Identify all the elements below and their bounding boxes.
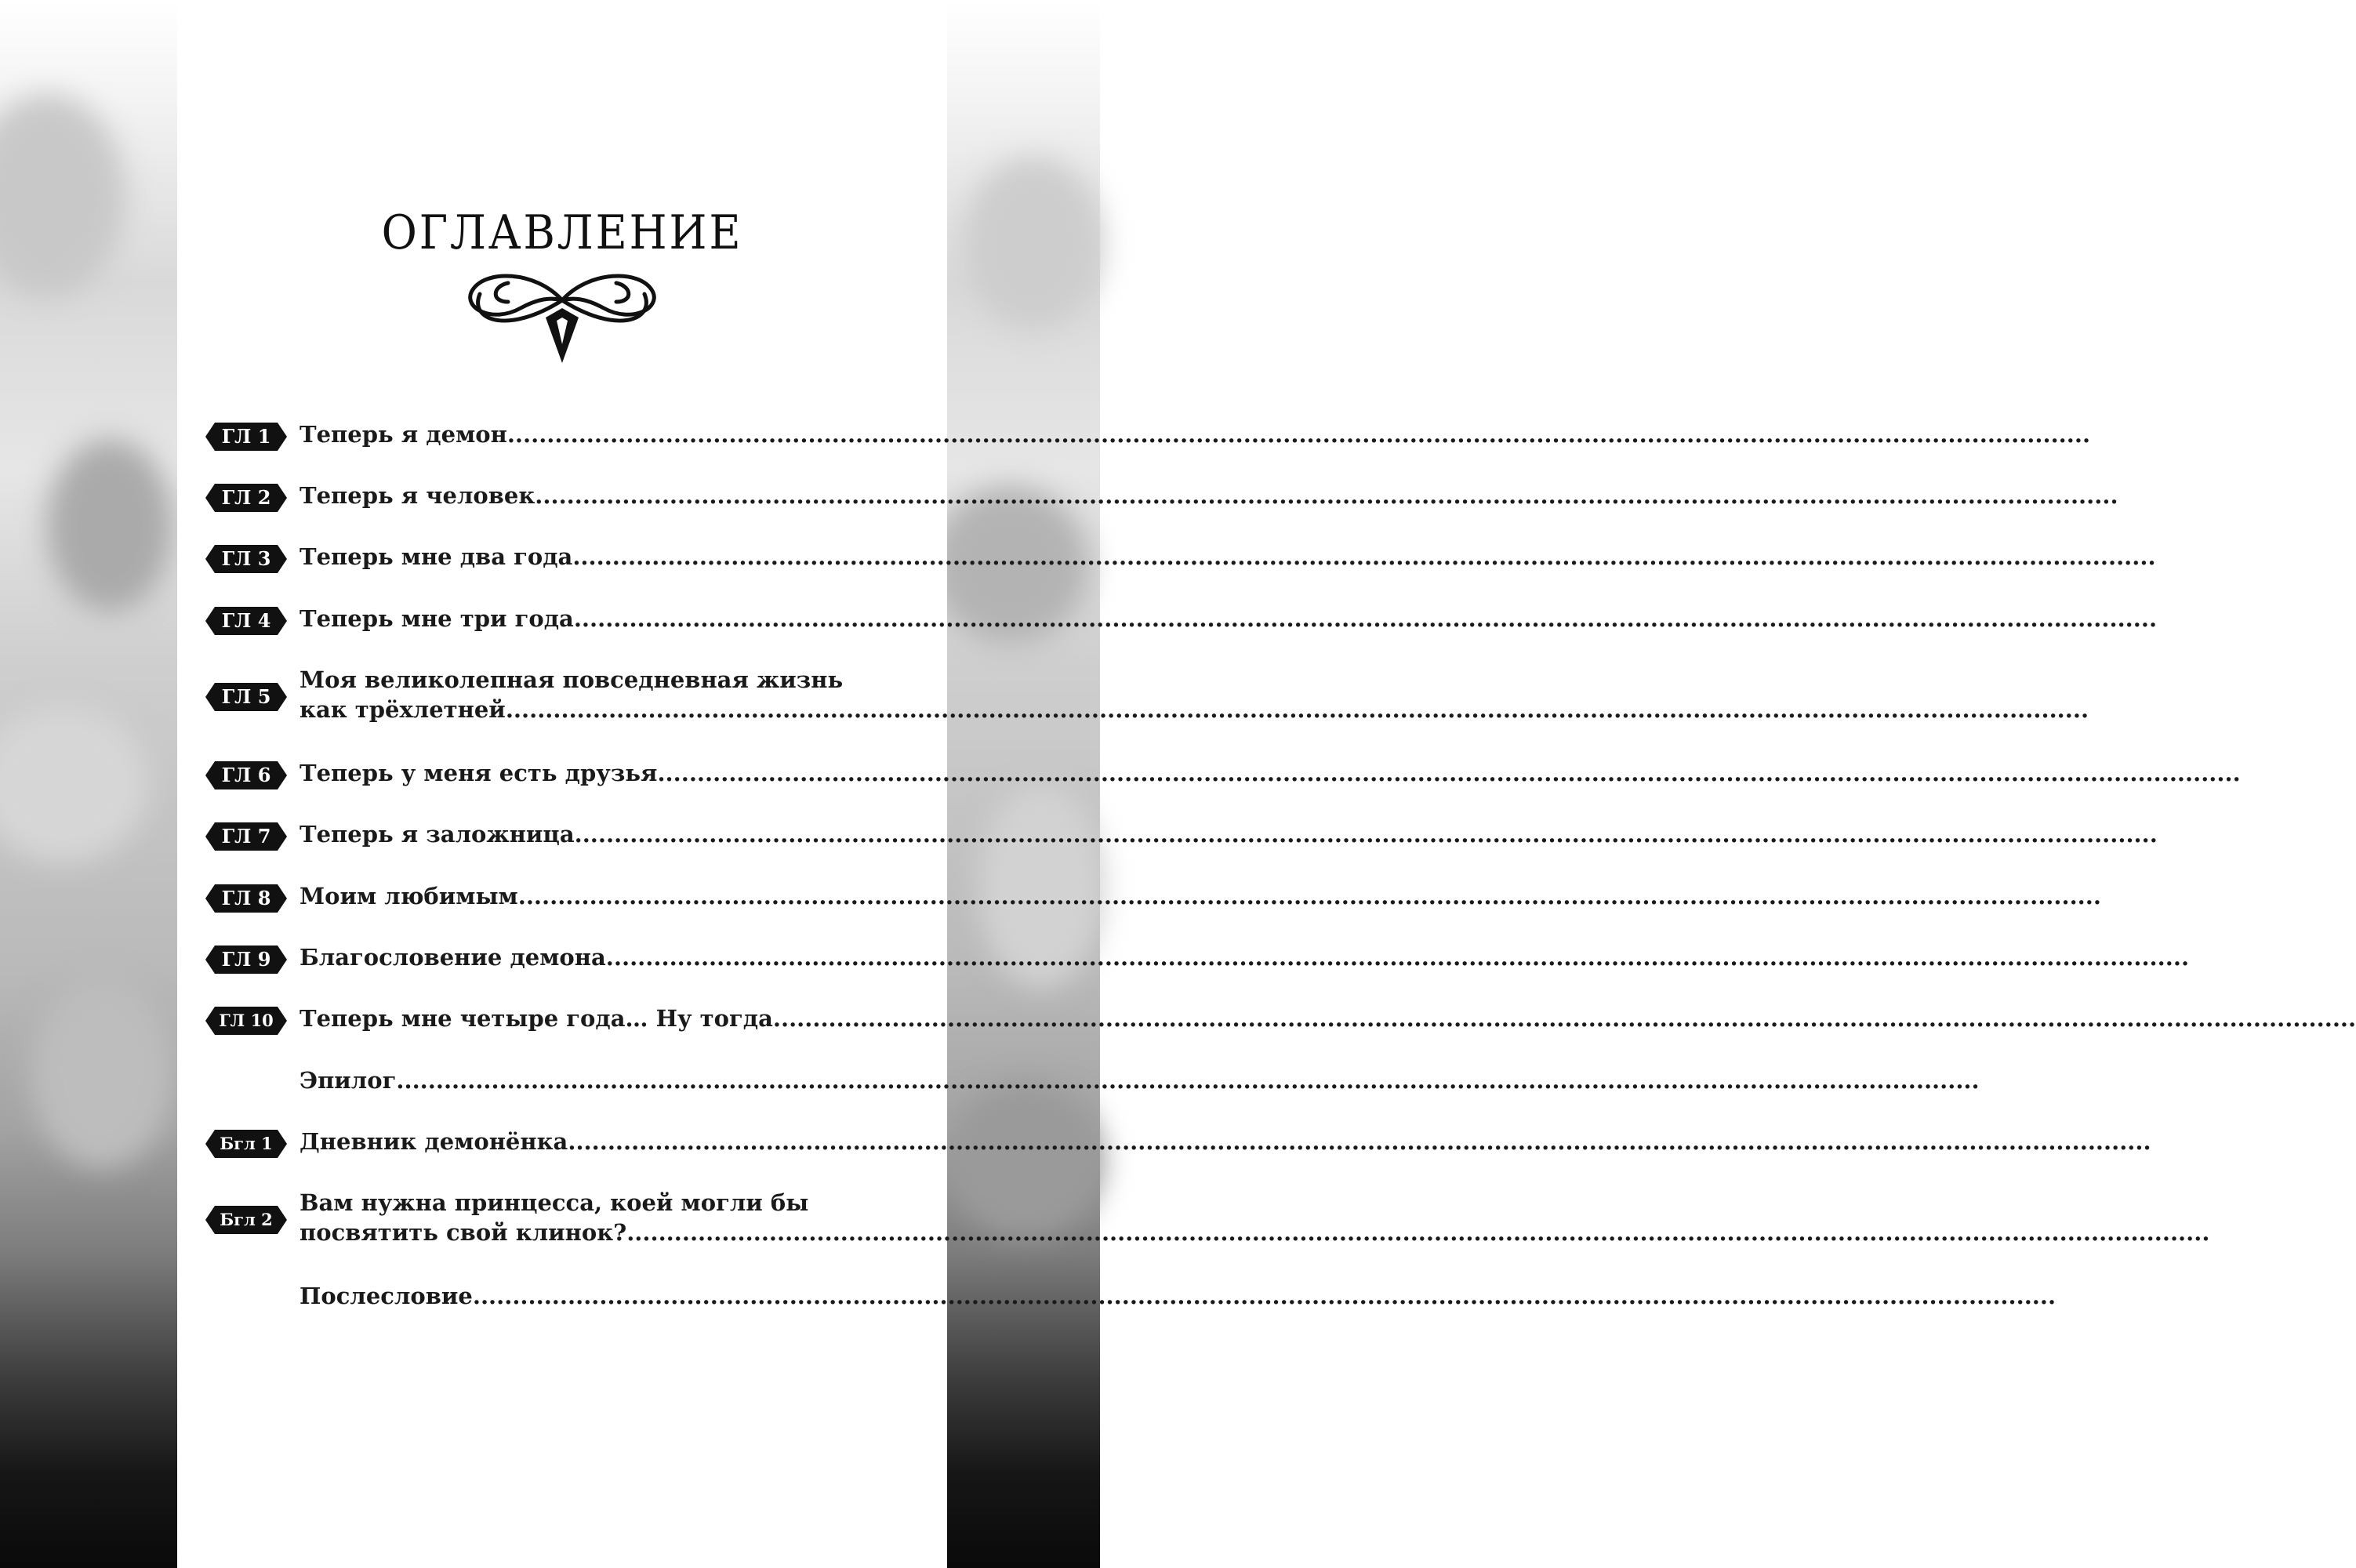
- dot-leader: ........................................................................................................................................................................................................: [626, 1219, 2210, 1246]
- chapter-badge: [205, 607, 287, 635]
- page-title: ОГЛАВЛЕНИЕ: [381, 205, 743, 260]
- chapter-badge-label: ГЛ 4: [221, 609, 271, 632]
- chapter-title-line: Моя великолепная повседневная жизнь: [299, 666, 844, 693]
- chapter-title-line: Теперь мне два года: [299, 543, 573, 570]
- dot-leader: ........................................................................................................................................................................................................: [772, 1005, 2356, 1032]
- chapter-title-line: Теперь я демон: [299, 421, 507, 448]
- dot-leader: ........................................................................................................................................................................................................: [568, 1128, 2151, 1155]
- dot-leader: ........................................................................................................................................................................................................: [396, 1067, 1980, 1094]
- chapter-badge-label: ГЛ 6: [221, 764, 271, 786]
- chapter-badge-label: ГЛ 2: [221, 486, 271, 509]
- chapter-badge: [205, 822, 287, 851]
- chapter-title: [299, 665, 2089, 724]
- chapter-badge-label: ГЛ 3: [221, 547, 271, 570]
- chapter-title: [299, 819, 2158, 849]
- left-background-panel: [0, 0, 177, 1568]
- chapter-title: [299, 1065, 1980, 1095]
- chapter-title: [299, 542, 2156, 572]
- dot-leader: ........................................................................................................................................................................................................: [657, 760, 2241, 786]
- dot-leader: ........................................................................................................................................................................................................: [506, 421, 2091, 448]
- chapter-badge-label: ГЛ 10: [219, 1011, 274, 1030]
- chapter-title-line: Моим любимым: [299, 883, 518, 909]
- chapter-title-line: Теперь я заложница: [299, 821, 575, 848]
- chapter-title: [299, 758, 2241, 788]
- chapter-title-line: Теперь я человек: [299, 482, 535, 509]
- chapter-title-line: посвятить свой клинок?: [299, 1219, 627, 1246]
- chapter-title-line: Теперь мне три года: [299, 605, 574, 632]
- dot-leader: ........................................................................................................................................................................................................: [574, 821, 2158, 848]
- dot-leader: ........................................................................................................................................................................................................: [605, 944, 2190, 971]
- chapter-badge-label: ГЛ 9: [221, 948, 271, 971]
- chapter-badge: [205, 1206, 287, 1234]
- chapter-title: [299, 1004, 2356, 1033]
- chapter-badge: [205, 884, 287, 913]
- toc-page: [177, 0, 2356, 1568]
- flourish-ornament-icon: [461, 263, 663, 369]
- chapter-badge: [205, 1007, 287, 1035]
- chapter-title: [299, 481, 2118, 510]
- chapter-title: [299, 1127, 2151, 1156]
- chapter-badge-label: Бгл 2: [220, 1210, 273, 1229]
- chapter-title: [299, 1188, 2210, 1247]
- chapter-badge: [205, 545, 287, 573]
- dot-leader: ........................................................................................................................................................................................................: [573, 605, 2158, 632]
- chapter-title-line: как трёхлетней: [299, 696, 506, 723]
- chapter-title-line: Дневник демонёнка: [299, 1128, 568, 1155]
- chapter-title-line: Благословение демона: [299, 944, 606, 971]
- chapter-badge: [205, 683, 287, 711]
- chapter-title: [299, 881, 2101, 911]
- chapter-title-line: Вам нужна принцесса, коей могли бы: [299, 1189, 809, 1216]
- chapter-title-line: Теперь у меня есть друзья: [299, 760, 658, 786]
- dot-leader: ........................................................................................................................................................................................................: [535, 482, 2118, 509]
- dot-leader: ........................................................................................................................................................................................................: [517, 883, 2101, 909]
- chapter-badge-label: Бгл 1: [220, 1134, 273, 1153]
- chapter-title-line: Эпилог: [299, 1067, 397, 1094]
- chapter-title: [299, 604, 2158, 633]
- chapter-badge: [205, 761, 287, 789]
- chapter-title-line: Теперь мне четыре года… Ну тогда: [299, 1005, 773, 1032]
- chapter-badge-label: ГЛ 1: [221, 425, 271, 448]
- chapter-badge: [205, 946, 287, 974]
- chapter-badge-label: ГЛ 5: [221, 685, 271, 708]
- chapter-title: [299, 942, 2190, 972]
- dot-leader: ........................................................................................................................................................................................................: [505, 696, 2089, 723]
- dot-leader: ........................................................................................................................................................................................................: [572, 543, 2156, 570]
- chapter-title: [299, 419, 2091, 449]
- chapter-badge: [205, 1130, 287, 1158]
- chapter-title-line: Послесловие: [299, 1283, 473, 1309]
- dot-leader: ........................................................................................................................................................................................................: [472, 1283, 2057, 1309]
- chapter-badge: [205, 484, 287, 512]
- chapter-badge-label: ГЛ 7: [221, 825, 271, 848]
- chapter-title: [299, 1281, 2057, 1311]
- chapter-badge-label: ГЛ 8: [221, 887, 271, 909]
- chapter-badge: [205, 423, 287, 451]
